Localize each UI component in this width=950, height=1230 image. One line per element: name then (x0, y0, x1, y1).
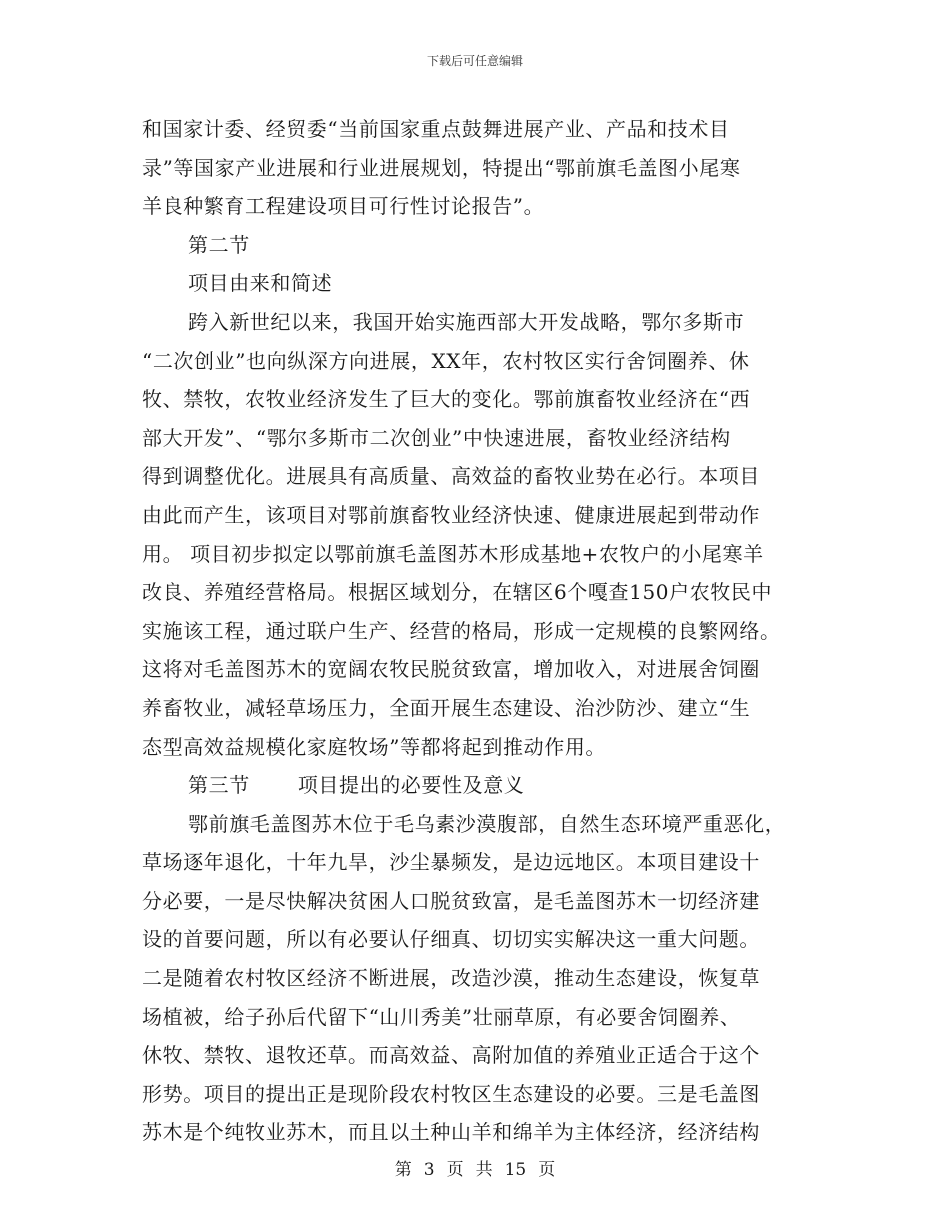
footer-page-label: 页 (446, 1160, 464, 1180)
paragraph-block-2 (142, 805, 802, 1152)
section-heading-3 (142, 766, 802, 805)
header-text: 下载后可任意编辑 (426, 54, 523, 68)
text-line: 由此而产生，该项目对鄂前旗畜牧业经济快速、健康进展起到带动作 (142, 502, 760, 527)
footer-prefix: 第 (394, 1160, 412, 1180)
text-line: 和国家计委、经贸委“当前国家重点鼓舞进展产业、产品和技术目 (142, 117, 730, 141)
text-line: 养畜牧业，减轻草场压力，全面开展生态建设、治沙防沙、建立“生 (142, 695, 751, 720)
text-line: 草场逐年退化，十年九旱，沙尘暴频发，是边远地区。本项目建设十 (142, 850, 760, 875)
page-header (0, 52, 950, 69)
section-number: 第三节 (188, 773, 250, 798)
text-line: 设的首要问题，所以有必要认仔细真、切切实实解决这一重大问题。 (142, 927, 760, 952)
text-line: 苏木是个纯牧业苏木，而且以土种山羊和绵羊为主体经济，经济结构 (142, 1120, 760, 1145)
footer-suffix: 页 (538, 1160, 556, 1180)
text-line: 跨入新世纪以来，我国开始实施西部大开发战略，鄂尔多斯市 (188, 309, 745, 334)
text-line: 分必要，一是尽快解决贫困人口脱贫致富，是毛盖图苏木一切经济建 (142, 888, 760, 913)
total-pages: 15 (504, 1160, 527, 1180)
section-title: 项目提出的必要性及意义 (297, 773, 525, 798)
text-line: 这将对毛盖图苏木的宽阔农牧民脱贫致富，增加收入，对进展舍饲圈 (142, 657, 760, 682)
paragraph-block-1 (142, 110, 802, 766)
text-line: 第二节 (188, 232, 250, 257)
text-line: 二是随着农村牧区经济不断进展，改造沙漠，推动生态建设，恢复草 (142, 966, 760, 991)
text-line: 场植被，给子孙后代留下“山川秀美”壮丽草原，有必要舍饲圈养、 (142, 1004, 741, 1029)
text-line: 羊良种繁育工程建设项目可行性讨论报告”。 (142, 194, 545, 219)
document-body (142, 110, 802, 1152)
text-line: 形势。项目的提出正是现阶段农村牧区生态建设的必要。三是毛盖图 (142, 1081, 760, 1106)
text-line: 部大开发”、“鄂尔多斯市二次创业”中快速进展，畜牧业经济结构 (142, 425, 731, 450)
text-line: 录”等国家产业进展和行业进展规划，特提出“鄂前旗毛盖图小尾寒 (142, 155, 741, 180)
text-line: 得到调整优化。进展具有高质量、高效益的畜牧业势在必行。本项目 (142, 464, 760, 489)
text-line: 鄂前旗毛盖图苏木位于毛乌素沙漠腹部，自然生态环境严重恶化， (188, 811, 786, 836)
text-line: “二次创业”也向纵深方向进展，XX年，农村牧区实行舍饲圈养、休 (142, 348, 750, 373)
text-line: 改良、养殖经营格局。根据区域划分，在辖区6个嘎查150户农牧民中 (142, 580, 773, 605)
page-footer (0, 1155, 950, 1180)
text-line: 用。 项目初步拟定以鄂前旗毛盖图苏木形成基地+农牧户的小尾寒羊 (142, 541, 764, 566)
text-line: 休牧、禁牧、退牧还草。而高效益、高附加值的养殖业正适合于这个 (142, 1043, 760, 1068)
text-line: 牧、禁牧，农牧业经济发生了巨大的变化。鄂前旗畜牧业经济在“西 (142, 387, 751, 412)
page-number: 3 (423, 1160, 435, 1180)
footer-total-label: 共 (475, 1160, 493, 1180)
text-line: 态型高效益规模化家庭牧场”等都将起到推动作用。 (142, 734, 607, 759)
text-line: 实施该工程，通过联户生产、经营的格局，形成一定规模的良繁网络。 (142, 618, 781, 643)
text-line: 项目由来和简述 (188, 271, 333, 296)
